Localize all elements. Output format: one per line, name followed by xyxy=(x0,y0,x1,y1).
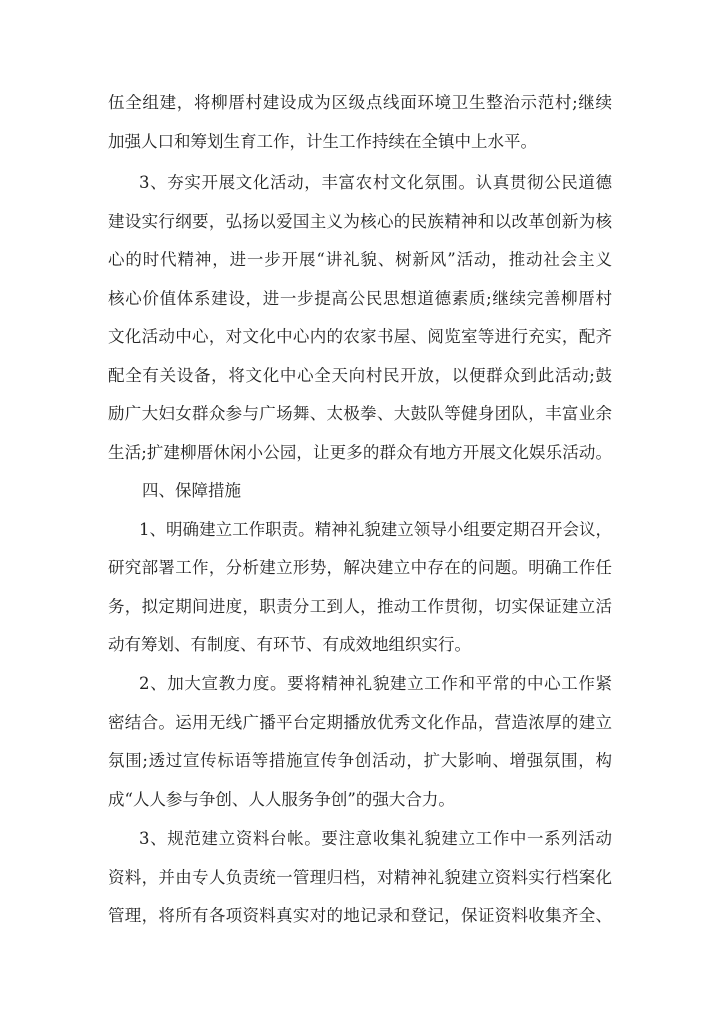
paragraph-line: 成“人人参与争创、人人服务争创”的强大合力。 xyxy=(108,790,455,809)
paragraph-line: 3、规范建立资料台帐。要注意收集礼貌建立工作中一系列活动 xyxy=(139,829,612,848)
paragraph-line: 伍全组建，将柳厝村建设成为区级点线面环境卫生整治示范村;继续 xyxy=(108,93,612,112)
paragraph-line: 管理，将所有各项资料真实对的地记录和登记，保证资料收集齐全、 xyxy=(108,906,612,925)
paragraph-line: 建设实行纲要，弘扬以爱国主义为核心的民族精神和以改革创新为核 xyxy=(108,212,612,231)
paragraph-line: 文化活动中心，对文化中心内的农家书屋、阅览室等进行充实，配齐 xyxy=(108,327,612,346)
paragraph-line: 密结合。运用无线广播平台定期播放优秀文化作品，营造浓厚的建立 xyxy=(108,713,612,732)
paragraph-line: 氛围;透过宣传标语等措施宣传争创活动，扩大影响、增强氛围，构 xyxy=(108,751,612,770)
paragraph-line: 1、明确建立工作职责。精神礼貌建立领导小组要定期召开会议， xyxy=(139,520,612,539)
section-heading: 四、保障措施 xyxy=(142,481,241,500)
paragraph-line: 心的时代精神，进一步开展“讲礼貌、树新风”活动，推动社会主义 xyxy=(108,250,612,269)
paragraph-line: 务，拟定期间进度，职责分工到人，推动工作贯彻，切实保证建立活 xyxy=(108,597,612,616)
paragraph-line: 2、加大宣教力度。要将精神礼貌建立工作和平常的中心工作紧 xyxy=(139,674,612,693)
paragraph-line: 核心价值体系建设，进一步提高公民思想道德素质;继续完善柳厝村 xyxy=(108,289,612,308)
paragraph-line: 加强人口和筹划生育工作，计生工作持续在全镇中上水平。 xyxy=(108,132,537,151)
paragraph-line: 生活;扩建柳厝休闲小公园，让更多的群众有地方开展文化娱乐活动。 xyxy=(108,443,612,462)
paragraph-line: 配全有关设备，将文化中心全天向村民开放，以便群众到此活动;鼓 xyxy=(108,366,612,385)
paragraph-line: 3、夯实开展文化活动，丰富农村文化氛围。认真贯彻公民道德 xyxy=(139,173,612,192)
paragraph-line: 资料，并由专人负责统一管理归档，对精神礼貌建立资料实行档案化 xyxy=(108,868,612,887)
paragraph-line: 动有筹划、有制度、有环节、有成效地组织实行。 xyxy=(108,635,471,654)
paragraph-line: 励广大妇女群众参与广场舞、太极拳、大鼓队等健身团队，丰富业余 xyxy=(108,404,612,423)
paragraph-line: 研究部署工作，分析建立形势，解决建立中存在的问题。明确工作任 xyxy=(108,558,612,577)
